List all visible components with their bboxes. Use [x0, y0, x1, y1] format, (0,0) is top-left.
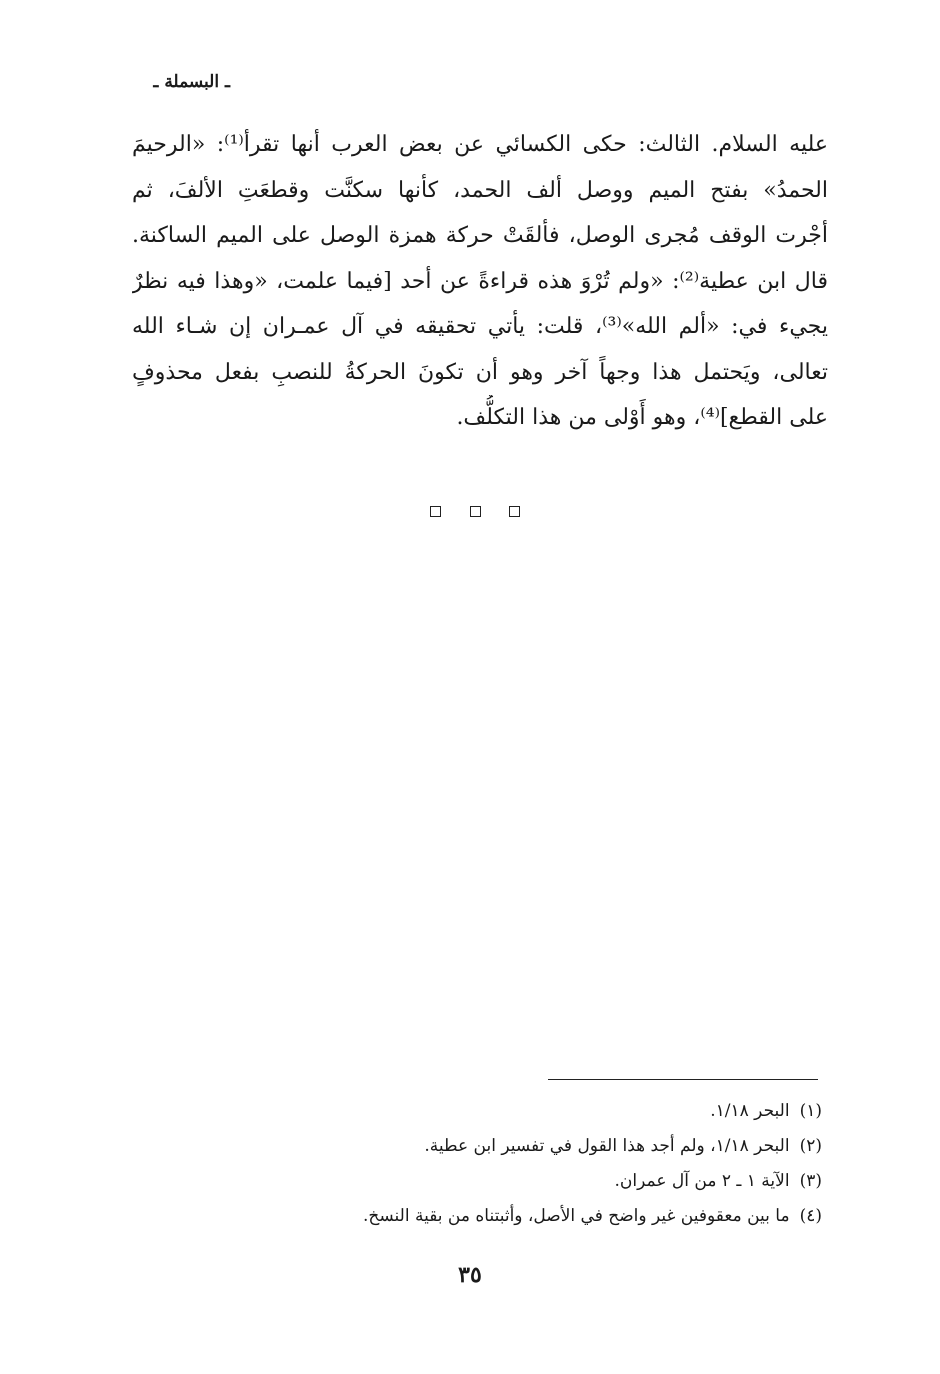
text-line: يجيء في: «ألم الله»⁽³⁾، قلت: يأتي تحقيقه في آل عمـران إن شـاء الله [132, 314, 828, 339]
text-line: أجْرت الوقف مُجرى الوصل، فألقَتْ حركة همزة الوصل على الميم الساكنة. [132, 223, 828, 248]
footnote-text: ما بين معقوفين غير واضح في الأصل، وأثبتناه من بقية النسخ. [362, 1206, 790, 1226]
text-line: قال ابن عطية⁽²⁾: «ولم تُرْوَ هذه قراءةً عن أحد [فيما علمت، «وهذا فيه نظرٌ [132, 268, 828, 294]
text-line: عليه السلام. الثالث: حكى الكسائي عن بعض العرب أنها تقرأ⁽¹⁾: «الرحيمَ [132, 132, 828, 157]
footnote-text: البحر ١/١٨، ولم أجد هذا القول في تفسير ابن عطية. [424, 1136, 790, 1156]
text-line: تعالى، ويَحتمل هذا وجهاً آخر وهو أن تكونَ الحركةُ للنصبِ بفعل محذوفٍ [132, 359, 828, 385]
footnote-number: (١) [799, 1101, 822, 1121]
footnote-text: الآية ١ ـ ٢ من آل عمران. [614, 1171, 790, 1191]
text-line: الحمدُ» بفتح الميم ووصل ألف الحمد، كأنها سكنَّت وقطعَتِ الألفَ، ثم [132, 177, 828, 203]
section-separator [430, 501, 520, 521]
footnote-number: (٣) [799, 1171, 822, 1191]
footnote [200, 1164, 822, 1199]
footnote-text: البحر ١/١٨. [710, 1101, 790, 1121]
separator-box-icon [470, 506, 481, 517]
running-header: ـ البسملة ـ [153, 72, 230, 92]
footnote-rule [548, 1079, 818, 1080]
footnote-number: (٢) [799, 1136, 822, 1156]
main-text [132, 122, 828, 441]
page-number: ٣٥ [458, 1262, 482, 1288]
footnote [200, 1129, 822, 1164]
footnote [200, 1199, 822, 1234]
footnote-number: (٤) [799, 1206, 822, 1226]
separator-box-icon [430, 506, 441, 517]
text-line: على القطع]⁽⁴⁾، وهو أَوْلى من هذا التكلُّف. [456, 405, 828, 430]
footnotes [200, 1094, 822, 1234]
footnote [200, 1094, 822, 1129]
separator-box-icon [509, 506, 520, 517]
